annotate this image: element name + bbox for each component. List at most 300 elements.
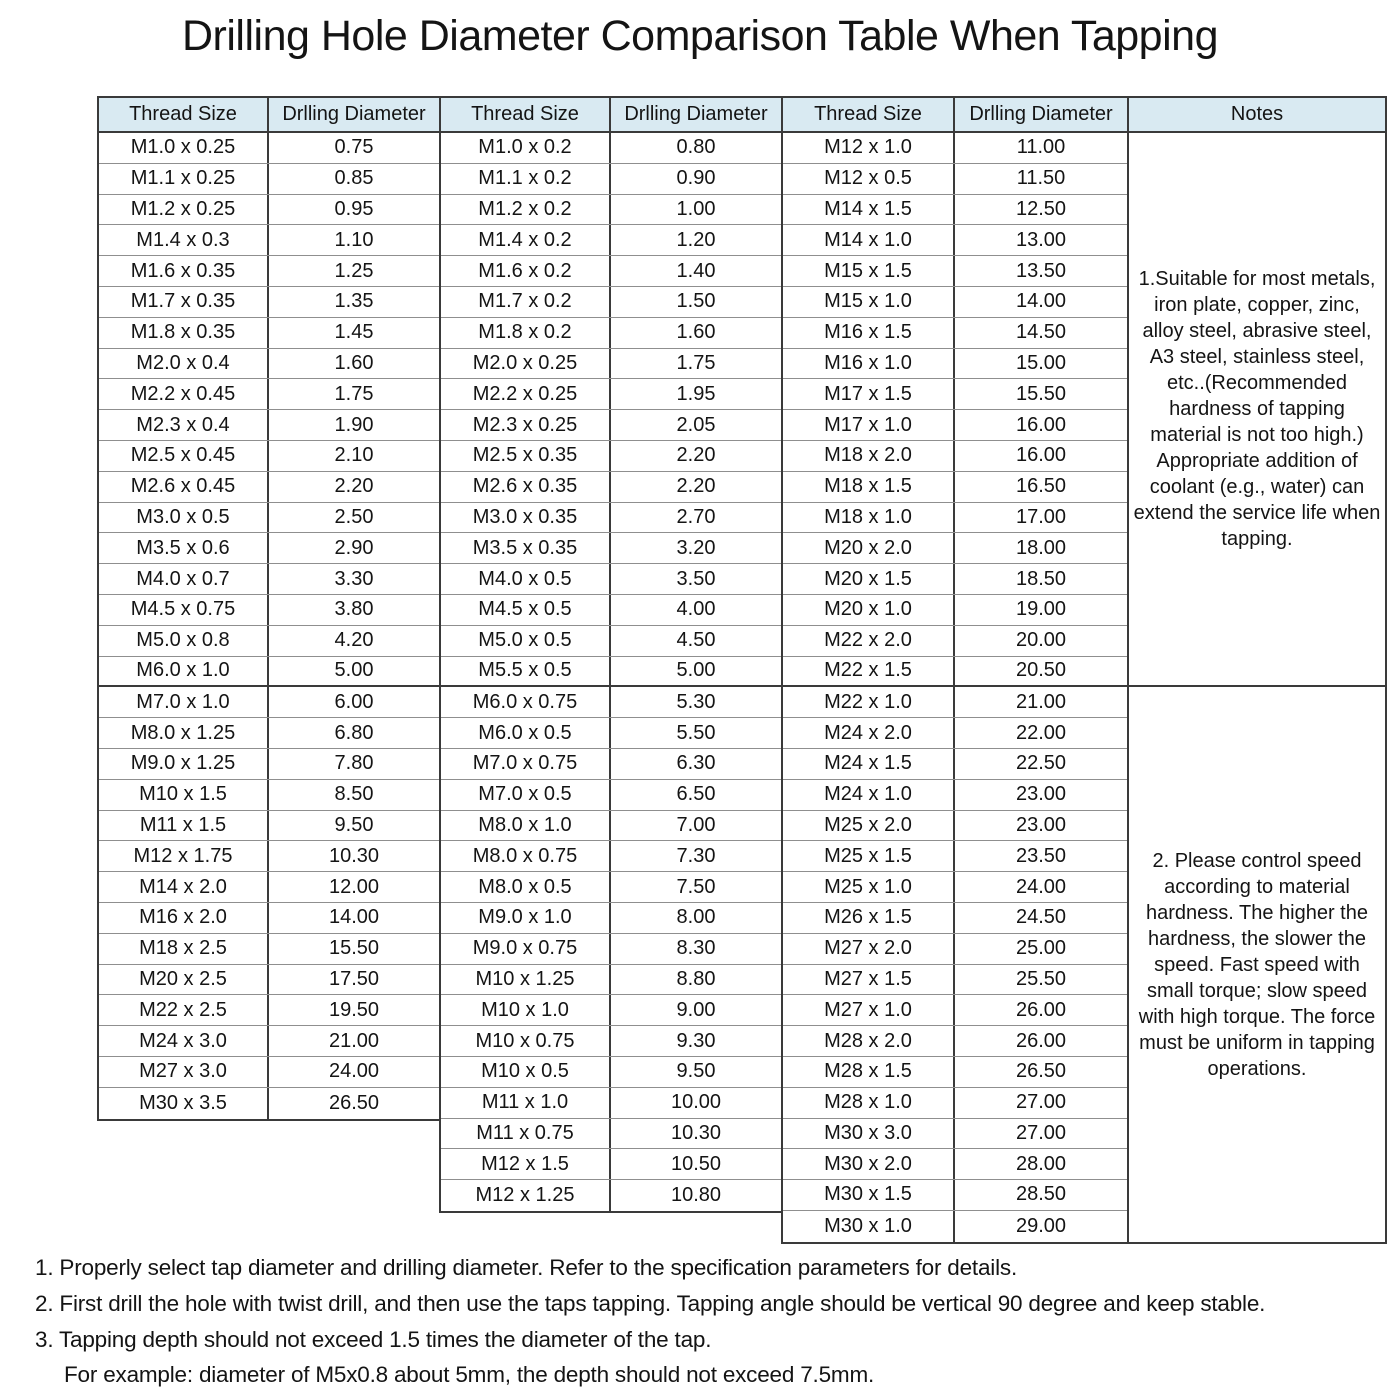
table-row <box>99 965 439 996</box>
thread-size-cell: M30 x 1.5 <box>783 1180 955 1210</box>
thread-size-cell: M4.0 x 0.7 <box>99 564 269 594</box>
group2-rows <box>441 133 781 1211</box>
drilling-diameter-cell: 1.50 <box>676 290 716 313</box>
drilling-diameter-cell: 26.00 <box>1015 998 1067 1021</box>
table-row <box>99 1026 439 1057</box>
table-row <box>441 1057 781 1088</box>
drilling-diameter-cell: 24.50 <box>1015 906 1067 929</box>
notes-column <box>1127 96 1387 1244</box>
drilling-diameter-cell: 10.30 <box>328 844 380 867</box>
thread-size-cell: M7.0 x 0.75 <box>441 749 611 779</box>
drilling-diameter-cell: 12.50 <box>1015 197 1067 220</box>
table-row <box>441 626 781 657</box>
drilling-diameter-cell: 1.75 <box>334 382 374 405</box>
drilling-diameter-cell: 2.10 <box>334 444 374 467</box>
thread-size-cell: M2.0 x 0.4 <box>99 349 269 379</box>
thread-size-cell: M14 x 2.0 <box>99 872 269 902</box>
table-row <box>99 749 439 780</box>
table-row <box>99 225 439 256</box>
thread-size-cell: M26 x 1.5 <box>783 903 955 933</box>
group2-header-row <box>441 98 781 133</box>
thread-size-cell: M16 x 2.0 <box>99 903 269 933</box>
thread-size-cell: M10 x 1.5 <box>99 780 269 810</box>
table-row <box>441 718 781 749</box>
table-row <box>99 441 439 472</box>
notes-cell-1: 1.Suitable for most metals, iron plate, copper, zinc, alloy steel, abrasive steel, A3 steel, stainless steel, etc..(Recommended hardness of tapping material is not too high.) Appropriate addition of coolant (e.g., water) can extend the service life when tapping. <box>1129 133 1385 687</box>
thread-size-cell: M2.2 x 0.45 <box>99 379 269 409</box>
drilling-diameter-cell: 22.50 <box>1015 752 1067 775</box>
table-row <box>99 472 439 503</box>
thread-size-cell: M18 x 2.5 <box>99 934 269 964</box>
notes-header-row <box>1129 98 1385 133</box>
drilling-diameter-cell: 20.50 <box>1015 659 1067 682</box>
table-row <box>441 1180 781 1211</box>
drilling-diameter-cell: 10.00 <box>670 1091 722 1114</box>
table-row <box>783 595 1127 626</box>
column-header-thread-size: Thread Size <box>99 98 269 131</box>
table-row <box>783 564 1127 595</box>
thread-size-cell: M17 x 1.0 <box>783 410 955 440</box>
drilling-diameter-cell: 4.20 <box>334 629 374 652</box>
notes-cell-2: 2. Please control speed according to material hardness. The higher the hardness, the slower the speed. Fast speed with small torque; slow speed with high torque. The force must be uniform in tapping operations. <box>1138 849 1376 1080</box>
table-row <box>783 410 1127 441</box>
drilling-diameter-cell: 7.30 <box>676 844 716 867</box>
table-row <box>783 287 1127 318</box>
thread-size-cell: M14 x 1.5 <box>783 195 955 225</box>
drilling-diameter-cell: 2.05 <box>676 413 716 436</box>
thread-size-cell: M5.0 x 0.5 <box>441 626 611 656</box>
drilling-diameter-cell: 19.00 <box>1015 598 1067 621</box>
thread-size-cell: M30 x 1.0 <box>783 1211 955 1242</box>
table-group-2 <box>439 96 781 1213</box>
drilling-diameter-cell: 14.50 <box>1015 321 1067 344</box>
thread-size-cell: M12 x 1.75 <box>99 841 269 871</box>
thread-size-cell: M1.2 x 0.2 <box>441 195 611 225</box>
drilling-diameter-cell: 26.50 <box>328 1091 380 1114</box>
table-row <box>783 441 1127 472</box>
table-row <box>783 133 1127 164</box>
drilling-diameter-cell: 12.00 <box>328 875 380 898</box>
thread-size-cell: M6.0 x 1.0 <box>99 657 269 686</box>
thread-size-cell: M1.6 x 0.35 <box>99 256 269 286</box>
thread-size-cell: M16 x 1.0 <box>783 349 955 379</box>
thread-size-cell: M1.2 x 0.25 <box>99 195 269 225</box>
table-row <box>441 410 781 441</box>
thread-size-cell: M25 x 2.0 <box>783 811 955 841</box>
drilling-diameter-cell: 13.00 <box>1015 228 1067 251</box>
thread-size-cell: M8.0 x 1.0 <box>441 811 611 841</box>
table-row <box>99 1057 439 1088</box>
thread-size-cell: M2.6 x 0.45 <box>99 472 269 502</box>
table-row <box>441 225 781 256</box>
drilling-diameter-cell: 19.50 <box>328 998 380 1021</box>
drilling-diameter-cell: 21.00 <box>328 1029 380 1052</box>
thread-size-cell: M11 x 1.0 <box>441 1088 611 1118</box>
drilling-diameter-cell: 3.50 <box>676 567 716 590</box>
thread-size-cell: M22 x 1.5 <box>783 657 955 686</box>
thread-size-cell: M9.0 x 1.25 <box>99 749 269 779</box>
drilling-diameter-cell: 2.20 <box>676 475 716 498</box>
table-row <box>783 780 1127 811</box>
thread-size-cell: M1.8 x 0.35 <box>99 318 269 348</box>
table-row <box>783 903 1127 934</box>
group3-header-row <box>783 98 1127 133</box>
drilling-diameter-cell: 2.50 <box>334 505 374 528</box>
table-row <box>783 225 1127 256</box>
drilling-diameter-cell: 16.50 <box>1015 475 1067 498</box>
thread-size-cell: M1.1 x 0.2 <box>441 164 611 194</box>
drilling-diameter-cell: 1.75 <box>676 351 716 374</box>
thread-size-cell: M28 x 1.0 <box>783 1088 955 1118</box>
thread-size-cell: M10 x 0.75 <box>441 1026 611 1056</box>
thread-size-cell: M25 x 1.5 <box>783 841 955 871</box>
thread-size-cell: M3.0 x 0.5 <box>99 503 269 533</box>
footnotes <box>35 1250 1265 1393</box>
table-row <box>783 965 1127 996</box>
footnote-1: 1. Properly select tap diameter and drilling diameter. Refer to the specification parameters for details. <box>35 1255 1017 1280</box>
drilling-diameter-cell: 7.50 <box>676 875 716 898</box>
thread-size-cell: M1.0 x 0.25 <box>99 133 269 163</box>
table-row <box>783 1026 1127 1057</box>
table-row <box>441 749 781 780</box>
drilling-diameter-cell: 27.00 <box>1015 1091 1067 1114</box>
thread-size-cell: M14 x 1.0 <box>783 225 955 255</box>
table-row <box>441 965 781 996</box>
thread-size-cell: M1.8 x 0.2 <box>441 318 611 348</box>
drilling-diameter-cell: 8.50 <box>334 783 374 806</box>
table-row <box>99 903 439 934</box>
thread-size-cell: M12 x 1.25 <box>441 1180 611 1211</box>
thread-size-cell: M1.0 x 0.2 <box>441 133 611 163</box>
thread-size-cell: M2.5 x 0.45 <box>99 441 269 471</box>
drilling-diameter-cell: 1.40 <box>676 259 716 282</box>
table-row <box>441 687 781 718</box>
table-row <box>99 379 439 410</box>
thread-size-cell: M3.0 x 0.35 <box>441 503 611 533</box>
drilling-diameter-cell: 16.00 <box>1015 444 1067 467</box>
drilling-diameter-cell: 15.00 <box>1015 351 1067 374</box>
drilling-diameter-cell: 11.00 <box>1016 136 1066 159</box>
table-row <box>783 1149 1127 1180</box>
thread-size-cell: M3.5 x 0.35 <box>441 533 611 563</box>
thread-size-cell: M18 x 2.0 <box>783 441 955 471</box>
thread-size-cell: M27 x 1.0 <box>783 995 955 1025</box>
drilling-diameter-cell: 9.50 <box>676 1060 716 1083</box>
column-header-drilling-diameter: Drlling Diameter <box>969 103 1113 125</box>
drilling-diameter-cell: 1.00 <box>676 197 716 220</box>
drilling-diameter-cell: 29.00 <box>1015 1214 1067 1237</box>
table-row <box>783 1119 1127 1150</box>
table-row <box>783 503 1127 534</box>
drilling-diameter-cell: 3.30 <box>334 567 374 590</box>
thread-size-cell: M11 x 1.5 <box>99 811 269 841</box>
drilling-diameter-cell: 2.90 <box>334 536 374 559</box>
thread-size-cell: M5.5 x 0.5 <box>441 657 611 686</box>
thread-size-cell: M1.7 x 0.35 <box>99 287 269 317</box>
drilling-diameter-cell: 9.00 <box>676 998 716 1021</box>
table-row <box>783 1088 1127 1119</box>
thread-size-cell: M2.3 x 0.4 <box>99 410 269 440</box>
drilling-diameter-cell: 1.25 <box>334 259 374 282</box>
drilling-diameter-cell: 13.50 <box>1015 259 1067 282</box>
table-row <box>783 749 1127 780</box>
thread-size-cell: M8.0 x 1.25 <box>99 718 269 748</box>
thread-size-cell: M27 x 1.5 <box>783 965 955 995</box>
thread-size-cell: M12 x 1.0 <box>783 133 955 163</box>
drilling-diameter-cell: 23.00 <box>1015 813 1067 836</box>
table-row <box>783 472 1127 503</box>
column-header-drilling-diameter: Drlling Diameter <box>624 103 768 125</box>
thread-size-cell: M22 x 1.0 <box>783 687 955 717</box>
thread-size-cell: M8.0 x 0.75 <box>441 841 611 871</box>
table-row <box>441 1119 781 1150</box>
thread-size-cell: M22 x 2.0 <box>783 626 955 656</box>
thread-size-cell: M6.0 x 0.5 <box>441 718 611 748</box>
thread-size-cell: M24 x 1.5 <box>783 749 955 779</box>
thread-size-cell: M30 x 2.0 <box>783 1149 955 1179</box>
table-row <box>441 1026 781 1057</box>
table-row <box>99 256 439 287</box>
thread-size-cell: M15 x 1.5 <box>783 256 955 286</box>
table-group-3 <box>781 96 1127 1244</box>
table-row <box>783 195 1127 226</box>
thread-size-cell: M7.0 x 0.5 <box>441 780 611 810</box>
table-row <box>441 318 781 349</box>
drilling-diameter-cell: 4.00 <box>676 598 716 621</box>
thread-size-cell: M17 x 1.5 <box>783 379 955 409</box>
drilling-diameter-cell: 2.20 <box>676 444 716 467</box>
thread-size-cell: M1.6 x 0.2 <box>441 256 611 286</box>
table-row <box>441 595 781 626</box>
drilling-diameter-cell: 5.30 <box>676 690 716 713</box>
drilling-diameter-cell: 0.80 <box>676 136 716 159</box>
drilling-diameter-cell: 18.50 <box>1015 567 1067 590</box>
drilling-diameter-cell: 8.00 <box>676 906 716 929</box>
table-row <box>783 626 1127 657</box>
table-row <box>783 318 1127 349</box>
table-row <box>441 533 781 564</box>
table-row <box>99 934 439 965</box>
drilling-diameter-cell: 0.85 <box>334 167 374 190</box>
drilling-diameter-cell: 5.50 <box>676 721 716 744</box>
drilling-diameter-cell: 6.30 <box>676 752 716 775</box>
tapping-comparison-table <box>97 96 1387 1244</box>
thread-size-cell: M16 x 1.5 <box>783 318 955 348</box>
table-row <box>99 533 439 564</box>
thread-size-cell: M30 x 3.5 <box>99 1088 269 1119</box>
drilling-diameter-cell: 10.80 <box>670 1183 722 1206</box>
table-row <box>99 564 439 595</box>
table-row <box>441 564 781 595</box>
table-row <box>99 995 439 1026</box>
drilling-diameter-cell: 23.00 <box>1015 783 1067 806</box>
thread-size-cell: M10 x 1.25 <box>441 965 611 995</box>
thread-size-cell: M2.6 x 0.35 <box>441 472 611 502</box>
thread-size-cell: M8.0 x 0.5 <box>441 872 611 902</box>
thread-size-cell: M20 x 1.0 <box>783 595 955 625</box>
table-row <box>441 472 781 503</box>
table-row <box>783 164 1127 195</box>
drilling-diameter-cell: 5.00 <box>334 659 374 682</box>
thread-size-cell: M9.0 x 1.0 <box>441 903 611 933</box>
thread-size-cell: M2.5 x 0.35 <box>441 441 611 471</box>
thread-size-cell: M2.2 x 0.25 <box>441 379 611 409</box>
thread-size-cell: M28 x 2.0 <box>783 1026 955 1056</box>
table-row <box>783 811 1127 842</box>
table-row <box>441 1149 781 1180</box>
table-row <box>99 349 439 380</box>
drilling-diameter-cell: 8.30 <box>676 937 716 960</box>
thread-size-cell: M20 x 2.0 <box>783 533 955 563</box>
table-row <box>783 687 1127 718</box>
drilling-diameter-cell: 0.75 <box>334 136 374 159</box>
table-row <box>99 318 439 349</box>
table-row <box>783 841 1127 872</box>
table-row <box>99 841 439 872</box>
drilling-diameter-cell: 6.50 <box>676 783 716 806</box>
table-group-1 <box>97 96 439 1121</box>
thread-size-cell: M24 x 3.0 <box>99 1026 269 1056</box>
drilling-diameter-cell: 7.00 <box>676 813 716 836</box>
table-row <box>99 872 439 903</box>
table-row <box>783 872 1127 903</box>
drilling-diameter-cell: 4.50 <box>676 629 716 652</box>
drilling-diameter-cell: 28.00 <box>1015 1152 1067 1175</box>
drilling-diameter-cell: 22.00 <box>1015 721 1067 744</box>
drilling-diameter-cell: 1.60 <box>334 351 374 374</box>
thread-size-cell: M22 x 2.5 <box>99 995 269 1025</box>
table-row <box>99 503 439 534</box>
drilling-diameter-cell: 23.50 <box>1015 844 1067 867</box>
table-row <box>99 1088 439 1119</box>
thread-size-cell: M3.5 x 0.6 <box>99 533 269 563</box>
drilling-diameter-cell: 3.80 <box>334 598 374 621</box>
drilling-diameter-cell: 2.20 <box>334 475 374 498</box>
thread-size-cell: M25 x 1.0 <box>783 872 955 902</box>
group3-rows <box>783 133 1127 1242</box>
thread-size-cell: M2.0 x 0.25 <box>441 349 611 379</box>
drilling-diameter-cell: 9.50 <box>334 813 374 836</box>
table-row <box>783 995 1127 1026</box>
thread-size-cell: M4.5 x 0.75 <box>99 595 269 625</box>
table-row <box>441 657 781 688</box>
table-row <box>783 379 1127 410</box>
table-row <box>99 718 439 749</box>
drilling-diameter-cell: 26.00 <box>1015 1029 1067 1052</box>
drilling-diameter-cell: 1.90 <box>334 413 374 436</box>
table-row <box>99 657 439 688</box>
page-title: Drilling Hole Diameter Comparison Table When Tapping <box>182 12 1218 60</box>
thread-size-cell: M15 x 1.0 <box>783 287 955 317</box>
drilling-diameter-cell: 1.35 <box>334 290 374 313</box>
drilling-diameter-cell: 17.50 <box>328 967 380 990</box>
table-row <box>783 718 1127 749</box>
table-row <box>441 379 781 410</box>
table-row <box>783 349 1127 380</box>
thread-size-cell: M18 x 1.5 <box>783 472 955 502</box>
drilling-diameter-cell: 9.30 <box>676 1029 716 1052</box>
drilling-diameter-cell: 25.50 <box>1015 967 1067 990</box>
drilling-diameter-cell: 8.80 <box>676 967 716 990</box>
thread-size-cell: M12 x 1.5 <box>441 1149 611 1179</box>
drilling-diameter-cell: 27.00 <box>1015 1121 1067 1144</box>
drilling-diameter-cell: 10.30 <box>670 1121 722 1144</box>
thread-size-cell: M2.3 x 0.25 <box>441 410 611 440</box>
table-row <box>783 1057 1127 1088</box>
table-row <box>441 903 781 934</box>
drilling-diameter-cell: 6.80 <box>334 721 374 744</box>
thread-size-cell: M30 x 3.0 <box>783 1119 955 1149</box>
table-row <box>99 195 439 226</box>
drilling-diameter-cell: 16.00 <box>1015 413 1067 436</box>
table-row <box>441 934 781 965</box>
drilling-diameter-cell: 1.20 <box>676 228 716 251</box>
table-row <box>783 934 1127 965</box>
thread-size-cell: M12 x 0.5 <box>783 164 955 194</box>
drilling-diameter-cell: 15.50 <box>328 937 380 960</box>
table-row <box>783 1180 1127 1211</box>
table-row <box>441 811 781 842</box>
table-row <box>441 841 781 872</box>
table-row <box>783 1211 1127 1242</box>
drilling-diameter-cell: 18.00 <box>1015 536 1067 559</box>
table-row <box>99 780 439 811</box>
table-row <box>441 441 781 472</box>
thread-size-cell: M1.4 x 0.2 <box>441 225 611 255</box>
drilling-diameter-cell: 1.10 <box>334 228 374 251</box>
drilling-diameter-cell: 3.20 <box>676 536 716 559</box>
thread-size-cell: M10 x 0.5 <box>441 1057 611 1087</box>
drilling-diameter-cell: 2.70 <box>676 505 716 528</box>
thread-size-cell: M4.0 x 0.5 <box>441 564 611 594</box>
table-row <box>99 410 439 441</box>
thread-size-cell: M6.0 x 0.75 <box>441 687 611 717</box>
table-row <box>441 872 781 903</box>
thread-size-cell: M27 x 3.0 <box>99 1057 269 1087</box>
thread-size-cell: M9.0 x 0.75 <box>441 934 611 964</box>
drilling-diameter-cell: 15.50 <box>1015 382 1067 405</box>
table-row <box>441 164 781 195</box>
drilling-diameter-cell: 24.00 <box>328 1060 380 1083</box>
drilling-diameter-cell: 21.00 <box>1015 690 1067 713</box>
drilling-diameter-cell: 7.80 <box>334 752 374 775</box>
column-header-notes: Notes <box>1230 103 1284 125</box>
thread-size-cell: M1.4 x 0.3 <box>99 225 269 255</box>
thread-size-cell: M11 x 0.75 <box>441 1119 611 1149</box>
drilling-diameter-cell: 0.95 <box>334 197 374 220</box>
thread-size-cell: M1.1 x 0.25 <box>99 164 269 194</box>
thread-size-cell: M7.0 x 1.0 <box>99 687 269 717</box>
thread-size-cell: M18 x 1.0 <box>783 503 955 533</box>
table-row <box>783 533 1127 564</box>
table-row <box>441 995 781 1026</box>
drilling-diameter-cell: 0.90 <box>676 167 716 190</box>
table-row <box>99 133 439 164</box>
drilling-diameter-cell: 20.00 <box>1015 629 1067 652</box>
thread-size-cell: M10 x 1.0 <box>441 995 611 1025</box>
drilling-diameter-cell: 1.60 <box>676 321 716 344</box>
footnote-2: 2. First drill the hole with twist drill, and then use the taps tapping. Tapping angle should be vertical 90 degree and keep stable. <box>35 1290 1266 1316</box>
thread-size-cell: M1.7 x 0.2 <box>441 287 611 317</box>
table-row <box>441 133 781 164</box>
group1-header-row <box>99 98 439 133</box>
thread-size-cell: M5.0 x 0.8 <box>99 626 269 656</box>
table-row <box>441 349 781 380</box>
group1-rows <box>99 133 439 1119</box>
thread-size-cell: M20 x 2.5 <box>99 965 269 995</box>
drilling-diameter-cell: 24.00 <box>1015 875 1067 898</box>
drilling-diameter-cell: 25.00 <box>1015 937 1067 960</box>
